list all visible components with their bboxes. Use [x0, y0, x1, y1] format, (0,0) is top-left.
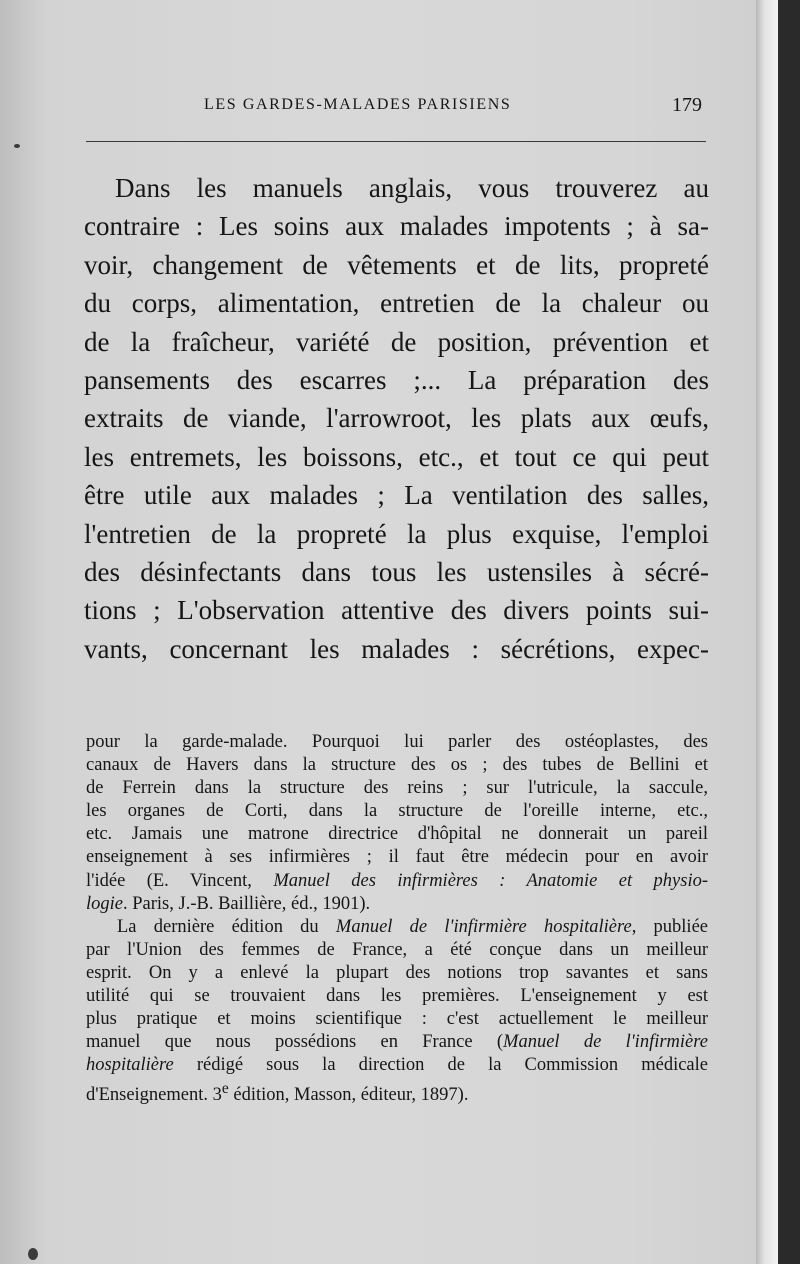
footnote-line: [86, 1031, 708, 1054]
footnote-line: [86, 916, 708, 939]
body-line: pansements des escarres ;... La préparation des: [84, 365, 709, 396]
book-title-italic: logie: [86, 893, 123, 914]
footnote-line: [86, 893, 708, 916]
footnote-text: manuel que nous possédions en France (: [86, 1032, 504, 1053]
main-paragraph: [84, 169, 709, 668]
footnote-line: esprit. On y a enlevé la plupart des notions trop savantes et sans: [86, 962, 708, 983]
footnote-line: [86, 1077, 708, 1107]
body-line: extraits de viande, l'arrowroot, les plats aux œufs,: [84, 403, 709, 434]
body-line: des désinfectants dans tous les ustensiles à sécré-: [84, 557, 709, 588]
page-number: 179: [672, 94, 702, 116]
footnote-text: d'Enseignement. 3: [86, 1085, 222, 1106]
book-title-italic: Manuel de l'infirmière: [503, 1032, 708, 1053]
body-line: tions ; L'observation attentive des divers points sui-: [84, 595, 709, 626]
body-line: les entremets, les boissons, etc., et tout ce qui peut: [84, 441, 709, 472]
footnote-line: enseignement à ses infirmières ; il faut être médecin pour en avoir: [86, 847, 708, 868]
footnote-text: La dernière édition du: [117, 916, 336, 937]
footnote-line: etc. Jamais une matrone directrice d'hôpital ne donnerait un pareil: [86, 824, 708, 845]
body-line: vants, concernant les malades : sécrétions, expec-: [84, 633, 709, 664]
body-line: du corps, alimentation, entretien de la chaleur ou: [84, 288, 709, 319]
footnote: [86, 731, 708, 1108]
footnote-text: édition, Masson, éditeur, 1897).: [228, 1085, 469, 1106]
footnote-line: les organes de Corti, dans la structure de l'oreille interne, etc.,: [86, 801, 708, 822]
ink-speck: [28, 1248, 38, 1260]
header-rule: [86, 141, 706, 142]
footnote-line: [86, 870, 708, 893]
running-head: LES GARDES-MALADES PARISIENS: [204, 96, 512, 113]
book-title-italic: Manuel de l'infirmière hospitalière: [335, 916, 632, 937]
footnote-line: plus pratique et moins scientifique : c'est actuellement le meilleur: [86, 1009, 708, 1030]
body-line: de la fraîcheur, variété de position, prévention et: [84, 326, 709, 357]
footnote-text: rédigé sous la direction de la Commission médicale: [173, 1055, 708, 1076]
body-line: Dans les manuels anglais, vous trouverez au: [115, 173, 709, 203]
superscript: e: [221, 1080, 229, 1098]
body-line: voir, changement de vêtements et de lits, propreté: [84, 249, 709, 280]
book-title-italic: Manuel des infirmières : Anatomie et physio-: [273, 870, 708, 891]
book-title-italic: hospitalière: [86, 1055, 174, 1076]
body-line: être utile aux malades ; La ventilation des salles,: [84, 480, 709, 511]
footnote-text: , publiée: [631, 916, 708, 937]
footnote-line: de Ferrein dans la structure des reins ; sur l'utricule, la saccule,: [86, 778, 708, 799]
body-line: contraire : Les soins aux malades impotents ; à sa-: [84, 211, 709, 242]
footnote-line: pour la garde-malade. Pourquoi lui parler des ostéoplastes, des: [86, 732, 708, 752]
footnote-text: . Paris, J.-B. Baillière, éd., 1901).: [123, 893, 371, 914]
body-line: l'entretien de la propreté la plus exquise, l'emploi: [84, 518, 709, 549]
footnote-line: canaux de Havers dans la structure des os ; des tubes de Bellini et: [86, 755, 708, 776]
footnote-line: par l'Union des femmes de France, a été conçue dans un meilleur: [86, 939, 708, 960]
ink-speck: [14, 144, 20, 148]
footnote-line: utilité qui se trouvaient dans les premières. L'enseignement y est: [86, 986, 708, 1007]
footnote-line: [86, 1054, 708, 1077]
footnote-text: l'idée (E. Vincent,: [86, 870, 274, 891]
page-edge: [756, 0, 778, 1264]
